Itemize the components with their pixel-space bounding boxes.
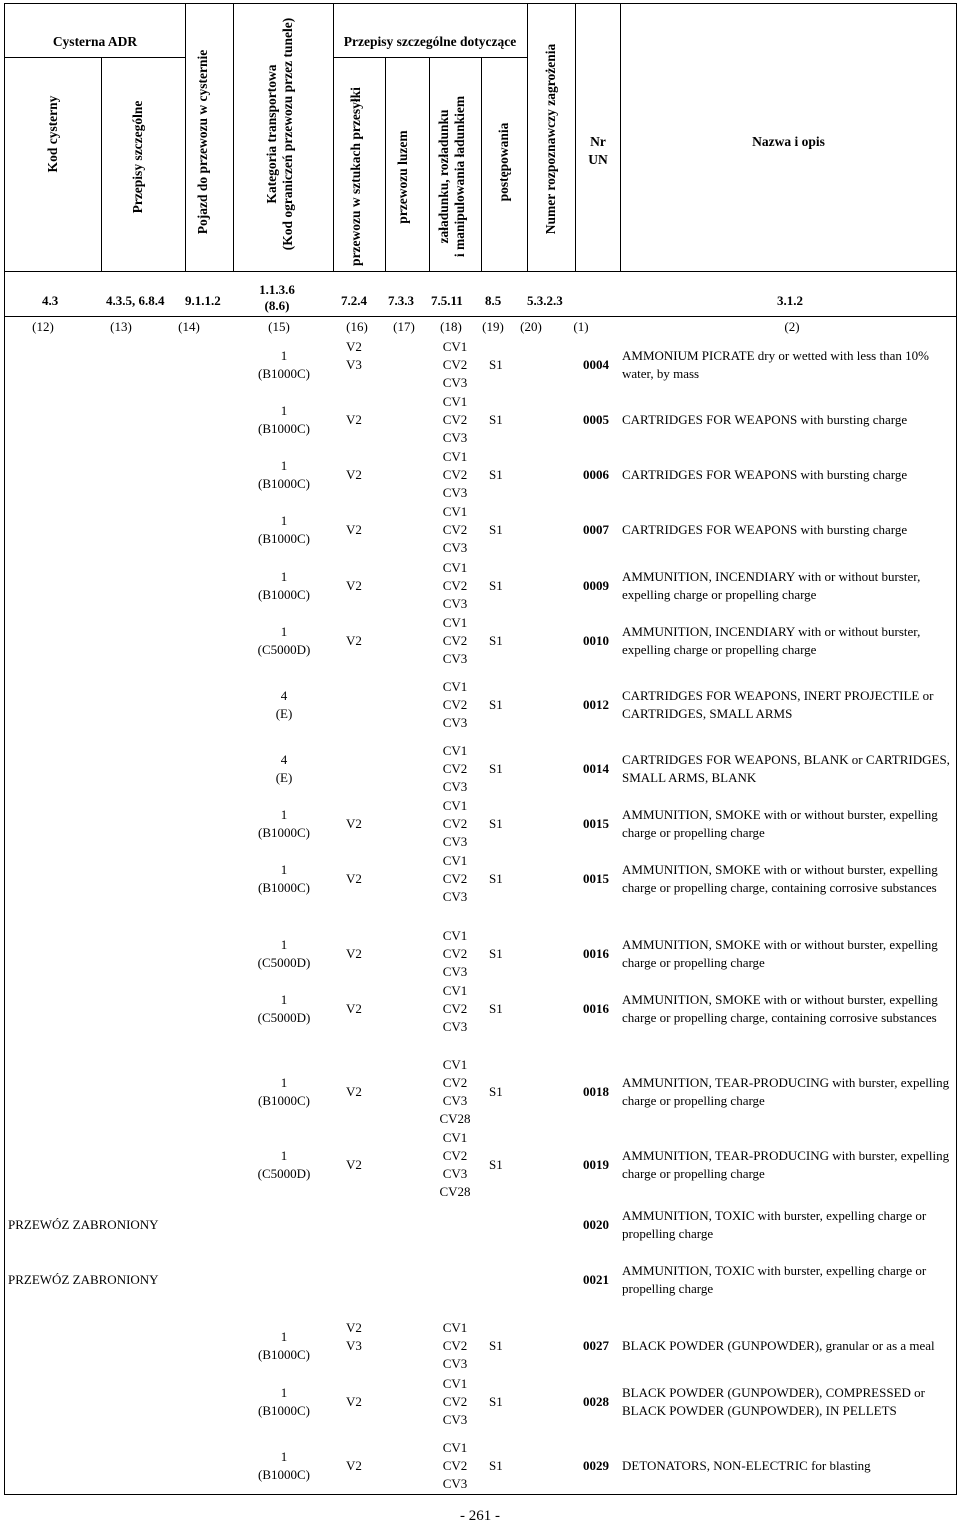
cell-post: S1	[489, 871, 503, 886]
cell-name: BLACK POWDER (GUNPOWDER), COMPRESSED or BLACK POWDER (GUNPOWDER), IN PELLETS	[622, 1385, 925, 1418]
ref-kategoria	[245, 282, 309, 314]
row-divider	[5, 316, 957, 317]
cell-un: 0005	[583, 412, 609, 427]
ref-sztuki: 7.2.4	[341, 293, 367, 308]
cell-name: CARTRIDGES FOR WEAPONS with bursting charge	[622, 467, 908, 482]
cell-un: 0006	[583, 467, 609, 482]
nr-un-line2: UN	[588, 152, 608, 167]
col-divider	[385, 57, 386, 271]
cell-name: CARTRIDGES FOR WEAPONS with bursting charge	[622, 412, 908, 427]
ref-luzem: 7.3.3	[388, 293, 414, 308]
cell-szt: V2	[346, 816, 362, 831]
cell-szt: V2	[346, 1001, 362, 1016]
cell-zal: CV1 CV2 CV3	[442, 615, 468, 666]
cell-kat: 1	[280, 403, 288, 418]
cell-post: S1	[489, 578, 503, 593]
cell-zal: CV1 CV2 CV3 CV28	[439, 1057, 471, 1126]
cell-kat: 1	[280, 1385, 288, 1400]
cell-zal: CV1 CV2 CV3	[442, 1320, 468, 1371]
cell-zal: CV1 CV2 CV3	[442, 394, 468, 445]
col-divider	[429, 57, 430, 271]
cell-un: 0015	[583, 816, 609, 831]
colnum: (17)	[393, 319, 415, 334]
cell-name: AMMUNITION, TEAR-PRODUCING with burster, expelling charge or propelling charge	[622, 1075, 950, 1108]
kategoria-line2: (Kod ograniczeń przewozu przez tunele)	[280, 17, 295, 251]
header-nr-un	[579, 133, 617, 169]
cell-kat: 1	[280, 348, 288, 363]
cell-post: S1	[489, 522, 503, 537]
cell-un: 0012	[583, 697, 609, 712]
cell-name: AMMUNITION, INCENDIARY with or without burster, expelling charge or propelling charge	[622, 569, 921, 602]
header-sztuki: przewozu w sztukach przesyłki	[348, 87, 363, 266]
group-cysterna-adr: Cysterna ADR	[52, 34, 138, 49]
cell-szt: V2	[346, 467, 362, 482]
cell-kat: 4	[280, 752, 288, 767]
colnum: (2)	[784, 319, 800, 334]
cell-un: 0016	[583, 1001, 609, 1016]
cell-un: 0021	[583, 1272, 609, 1287]
cell-post: S1	[489, 1157, 503, 1172]
cell-name: AMMUNITION, TOXIC with burster, expelling charge or propelling charge	[622, 1263, 927, 1296]
ref-zaladunek: 7.5.11	[431, 293, 463, 308]
cell-name: AMMUNITION, SMOKE with or without burster, expelling charge or propelling charge	[622, 937, 938, 970]
zaladunek-line1: załadunku, rozładunku	[436, 109, 451, 244]
cell-post: S1	[489, 1394, 503, 1409]
header-kod-cysterny: Kod cysterny	[45, 95, 60, 173]
cell-un: 0027	[583, 1338, 609, 1353]
cell-zal: CV1 CV2 CV3	[442, 928, 468, 979]
colnum: (12)	[32, 319, 54, 334]
cell-szt: V2	[346, 946, 362, 961]
cell-kat: 1	[280, 624, 288, 639]
ref-kategoria-2: (8.6)	[264, 298, 290, 313]
cell-szt: V2	[346, 578, 362, 593]
cell-un: 0018	[583, 1084, 609, 1099]
cell-post: S1	[489, 1458, 503, 1473]
cell-post: S1	[489, 412, 503, 427]
cell-szt: V2	[346, 1458, 362, 1473]
ref-przepisy: 4.3.5, 6.8.4	[106, 293, 165, 308]
cell-post: S1	[489, 946, 503, 961]
col-divider	[101, 57, 102, 271]
header-pojazd: Pojazd do przewozu w cysternie	[195, 49, 210, 235]
cell-post: S1	[489, 816, 503, 831]
header-postepowania: postępowania	[496, 122, 511, 202]
cell-kat: 1	[280, 1449, 288, 1464]
cell-name: AMMUNITION, TOXIC with burster, expelling charge or propelling charge	[622, 1208, 927, 1241]
cell-un: 0020	[583, 1217, 609, 1232]
cell-tun: (B1000C)	[258, 825, 310, 840]
cell-post: S1	[489, 357, 503, 372]
col-divider	[233, 4, 234, 271]
cell-kat: 4	[280, 688, 288, 703]
cell-tun: (E)	[275, 706, 293, 721]
cell-post: S1	[489, 1338, 503, 1353]
cell-zal: CV1 CV2 CV3	[442, 743, 468, 794]
header-luzem: przewozu luzem	[395, 130, 410, 224]
page-number: - 261 -	[460, 1508, 500, 1524]
cell-post: S1	[489, 1001, 503, 1016]
cell-kat: 1	[280, 862, 288, 877]
cell-tun: (B1000C)	[258, 1347, 310, 1362]
cell-un: 0016	[583, 946, 609, 961]
cell-szt: V2	[346, 522, 362, 537]
cell-un: 0015	[583, 871, 609, 886]
cell-tun: (B1000C)	[258, 1403, 310, 1418]
cell-kat: 1	[280, 569, 288, 584]
cell-name: AMMUNITION, INCENDIARY with or without burster, expelling charge or propelling charge	[622, 624, 921, 657]
cell-kat: 1	[280, 992, 288, 1007]
cell-name: CARTRIDGES FOR WEAPONS, INERT PROJECTILE or CARTRIDGES, SMALL ARMS	[622, 688, 934, 721]
cell-name: DETONATORS, NON-ELECTRIC for blasting	[622, 1458, 871, 1473]
cell-un: 0028	[583, 1394, 609, 1409]
cell-szt: V2	[346, 1084, 362, 1099]
cell-tun: (B1000C)	[258, 587, 310, 602]
cell-name: AMMUNITION, SMOKE with or without burster, expelling charge or propelling charge, containing corrosive substances	[622, 992, 938, 1025]
cell-post: S1	[489, 697, 503, 712]
cell-tun: (C5000D)	[257, 642, 311, 657]
cell-szt: V2	[346, 1157, 362, 1172]
cell-zal: CV1 CV2 CV3	[442, 798, 468, 849]
cell-un: 0004	[583, 357, 609, 372]
col-divider	[481, 57, 482, 271]
colnum: (15)	[268, 319, 290, 334]
cell-tun: (B1000C)	[258, 1093, 310, 1108]
ref-kod: 4.3	[42, 293, 59, 308]
cell-un: 0007	[583, 522, 609, 537]
colnum: (1)	[573, 319, 589, 334]
ref-kategoria-1: 1.1.3.6	[259, 282, 295, 297]
cell-tun: (B1000C)	[258, 476, 310, 491]
cell-post: S1	[489, 761, 503, 776]
cell-szt: V2	[346, 871, 362, 886]
cell-forbidden: PRZEWÓZ ZABRONIONY	[8, 1217, 159, 1232]
row-divider	[333, 57, 527, 58]
cell-zal: CV1 CV2 CV3	[442, 1376, 468, 1427]
header-zaladunek	[436, 84, 468, 269]
adr-table	[4, 3, 957, 1495]
cell-szt: V2 V3	[346, 1320, 362, 1353]
cell-un: 0010	[583, 633, 609, 648]
cell-name: AMMUNITION, SMOKE with or without burster, expelling charge or propelling charge	[622, 807, 938, 840]
cell-tun: (C5000D)	[257, 1166, 311, 1181]
cell-un: 0019	[583, 1157, 609, 1172]
col-divider	[527, 4, 528, 271]
colnum: (13)	[110, 319, 132, 334]
cell-name: CARTRIDGES FOR WEAPONS, BLANK or CARTRIDGES, SMALL ARMS, BLANK	[622, 752, 950, 785]
colnum: (14)	[178, 319, 200, 334]
cell-kat: 1	[280, 513, 288, 528]
cell-tun: (C5000D)	[257, 955, 311, 970]
cell-un: 0029	[583, 1458, 609, 1473]
cell-post: S1	[489, 633, 503, 648]
cell-name: AMMONIUM PICRATE dry or wetted with less than 10% water, by mass	[622, 348, 929, 381]
cell-un: 0014	[583, 761, 609, 776]
header-nazwa: Nazwa i opis	[752, 134, 825, 149]
cell-name: BLACK POWDER (GUNPOWDER), granular or as a meal	[622, 1338, 935, 1353]
cell-zal: CV1 CV2 CV3	[442, 853, 468, 904]
cell-tun: (B1000C)	[258, 421, 310, 436]
cell-zal: CV1 CV2 CV3	[442, 339, 468, 390]
cell-szt: V2 V3	[346, 339, 362, 372]
cell-tun: (E)	[275, 770, 293, 785]
cell-zal: CV1 CV2 CV3	[442, 560, 468, 611]
col-divider	[185, 4, 186, 271]
ref-pojazd: 9.1.1.2	[185, 293, 221, 308]
cell-zal: CV1 CV2 CV3 CV28	[439, 1130, 471, 1199]
cell-zal: CV1 CV2 CV3	[442, 983, 468, 1034]
colnum: (16)	[346, 319, 368, 334]
cell-post: S1	[489, 1084, 503, 1099]
kategoria-line1: Kategoria transportowa	[264, 64, 279, 204]
cell-forbidden: PRZEWÓZ ZABRONIONY	[8, 1272, 159, 1287]
cell-zal: CV1 CV2 CV3	[442, 679, 468, 730]
cell-name: CARTRIDGES FOR WEAPONS with bursting charge	[622, 522, 908, 537]
cell-kat: 1	[280, 1329, 288, 1344]
zaladunek-line2: i manipulowania ładunkiem	[452, 95, 467, 258]
cell-szt: V2	[346, 1394, 362, 1409]
cell-tun: (B1000C)	[258, 366, 310, 381]
cell-kat: 1	[280, 1148, 288, 1163]
header-numer-zagrozenia: Numer rozpoznawczy zagrożenia	[543, 43, 558, 235]
cell-szt: V2	[346, 633, 362, 648]
cell-szt: V2	[346, 412, 362, 427]
colnum: (19)	[482, 319, 504, 334]
cell-zal: CV1 CV2 CV3	[442, 504, 468, 555]
header-przepisy-szczegolne: Przepisy szczególne	[130, 100, 145, 214]
row-divider	[5, 271, 957, 272]
header-kategoria	[264, 14, 296, 254]
nr-un-line1: Nr	[590, 134, 606, 149]
colnum: (18)	[440, 319, 462, 334]
cell-kat: 1	[280, 937, 288, 952]
cell-kat: 1	[280, 458, 288, 473]
cell-un: 0009	[583, 578, 609, 593]
col-divider	[575, 4, 576, 271]
cell-kat: 1	[280, 807, 288, 822]
ref-numer: 5.3.2.3	[527, 293, 563, 308]
cell-name: AMMUNITION, SMOKE with or without burster, expelling charge or propelling charge, containing corrosive substances	[622, 862, 938, 895]
cell-tun: (B1000C)	[258, 880, 310, 895]
cell-tun: (C5000D)	[257, 1010, 311, 1025]
colnum: (20)	[520, 319, 542, 334]
cell-name: AMMUNITION, TEAR-PRODUCING with burster, expelling charge or propelling charge	[622, 1148, 950, 1181]
cell-tun: (B1000C)	[258, 531, 310, 546]
ref-postepowania: 8.5	[485, 293, 502, 308]
cell-zal: CV1 CV2 CV3	[442, 449, 468, 500]
group-przepisy-dotyczace: Przepisy szczególne dotyczące	[343, 34, 517, 49]
row-divider	[5, 57, 185, 58]
cell-post: S1	[489, 467, 503, 482]
ref-nazwa: 3.1.2	[777, 293, 803, 308]
cell-zal: CV1 CV2 CV3	[442, 1440, 468, 1491]
cell-kat: 1	[280, 1075, 288, 1090]
cell-tun: (B1000C)	[258, 1467, 310, 1482]
